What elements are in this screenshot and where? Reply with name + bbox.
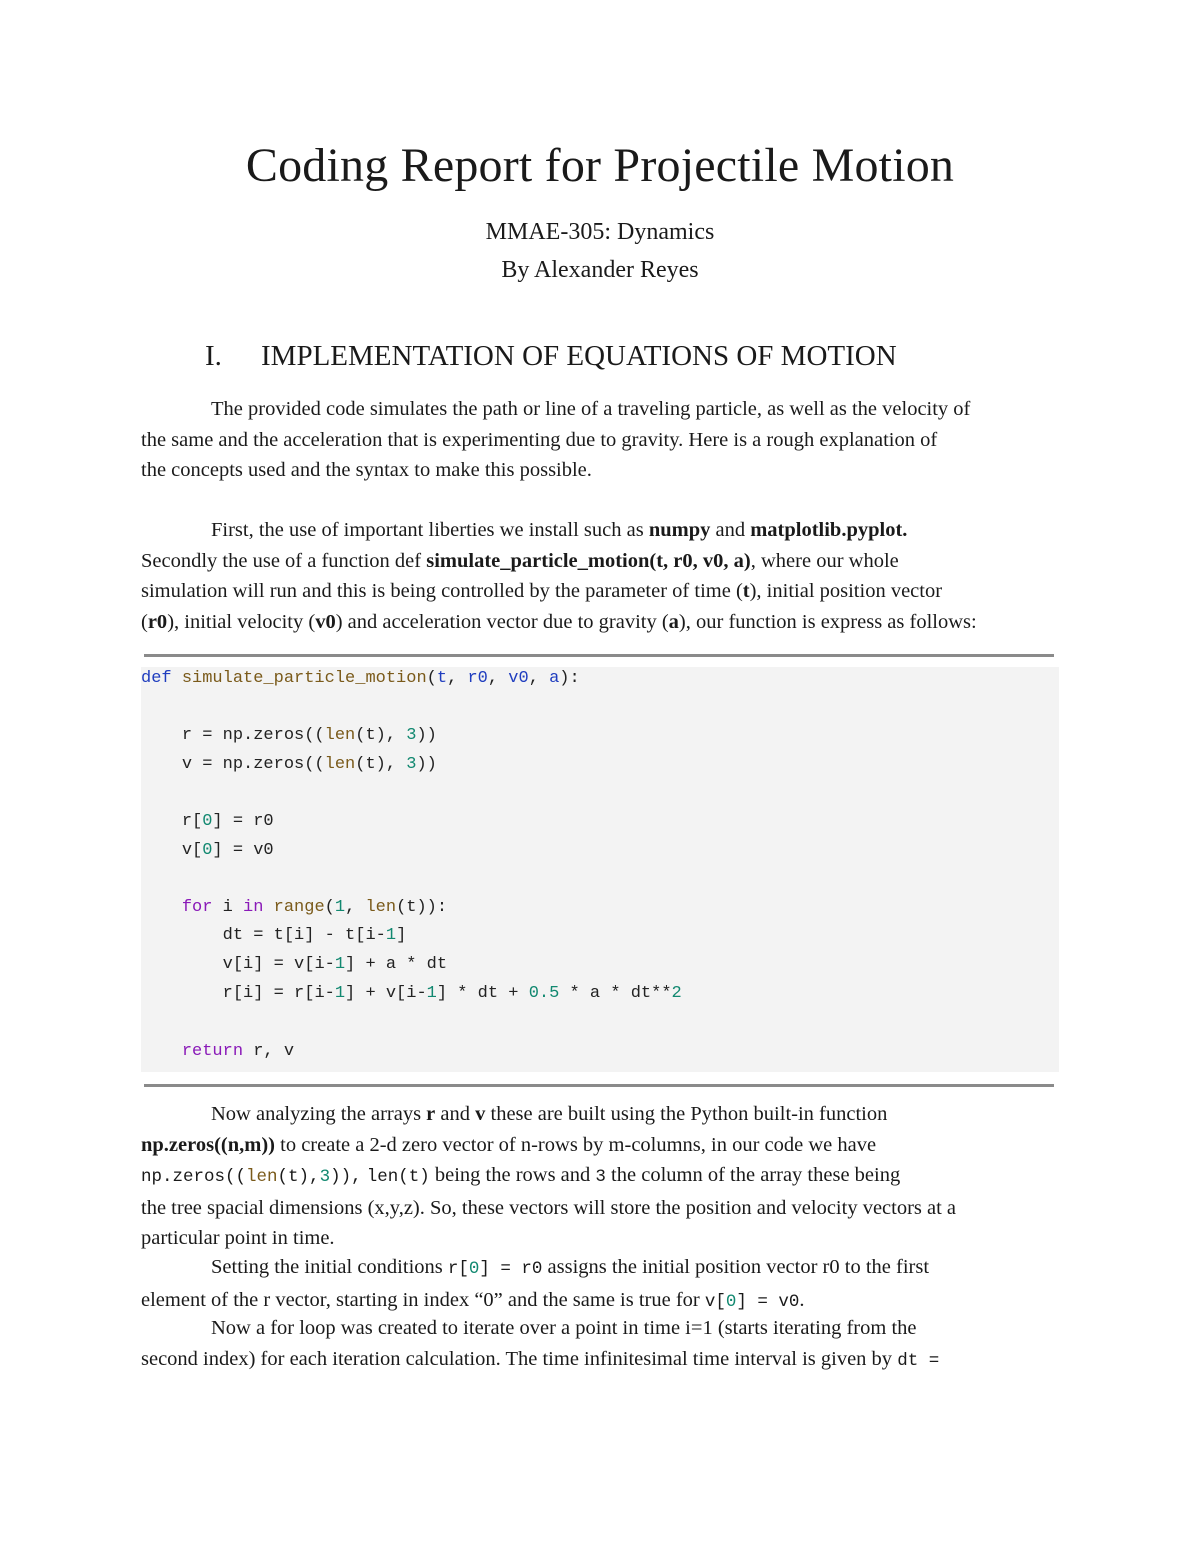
text-line: particular point in time.	[141, 1227, 335, 1249]
code-token: r[i] = r[i-	[222, 984, 335, 1003]
text-line	[141, 1099, 1061, 1130]
inline-code: dt =	[897, 1350, 940, 1371]
inline-code: len(t)	[366, 1167, 430, 1187]
text-line: The provided code simulates the path or line of a traveling particle, as well as the velocity of	[211, 398, 971, 420]
code-token: i	[212, 898, 244, 917]
inline-code: )),	[330, 1167, 362, 1187]
text-run: element of the r vector, starting in index “0” and the same is true for	[141, 1288, 705, 1311]
code-number: 1	[385, 926, 397, 945]
text-line	[141, 1160, 1061, 1193]
code-function-name: simulate_particle_motion	[181, 669, 427, 688]
author-line: By Alexander Reyes	[501, 257, 699, 283]
text-run: the column of the array these being	[605, 1164, 901, 1186]
text-run: assigns the initial position vector r0 to the first	[542, 1256, 930, 1278]
text-run: .	[799, 1288, 805, 1311]
bold-term: numpy	[648, 519, 711, 541]
code-token: dt = t[i] - t[i-	[222, 926, 386, 945]
text-run: Setting the initial conditions	[211, 1256, 448, 1278]
text-line: the tree spacial dimensions (x,y,z). So, these vectors will store the position and velocity vectors at a	[141, 1196, 957, 1219]
code-line-8	[141, 955, 447, 975]
paragraph-intro	[141, 394, 1061, 486]
code-builtin: len	[365, 898, 397, 917]
text-run: these are built using the Python built-in function	[485, 1103, 888, 1125]
code-token: (t),	[355, 726, 407, 745]
text-run: Secondly the use of a function def	[141, 549, 427, 572]
code-token: ,	[345, 898, 366, 917]
inline-code: 0	[468, 1259, 480, 1279]
paragraph-libraries	[141, 515, 1061, 637]
bold-term: simulate_particle_motion(t, r0, v0, a)	[426, 549, 751, 572]
code-number: 1	[334, 898, 346, 917]
code-token: ):	[559, 669, 580, 688]
code-token: (t)):	[396, 898, 448, 917]
course-subtitle: MMAE-305: Dynamics	[485, 219, 715, 245]
text-run: and	[435, 1103, 476, 1125]
code-param: r0	[467, 669, 488, 688]
code-line-6	[141, 898, 447, 918]
code-line-5	[141, 841, 274, 861]
text-run: ), initial position vector	[749, 580, 943, 602]
code-line-7	[141, 926, 406, 946]
code-token: ] + a * dt	[345, 955, 448, 974]
code-number: 1	[334, 984, 346, 1003]
inline-code: ] = v0	[736, 1291, 800, 1312]
document-title: Coding Report for Projectile Motion	[245, 139, 955, 192]
text-line	[141, 1252, 1061, 1285]
code-param: t	[436, 669, 448, 688]
inline-code: v[	[704, 1291, 726, 1312]
code-token: ]	[396, 926, 407, 945]
text-run: First, the use of important liberties we install such as	[211, 519, 649, 541]
paragraph-initial-conditions	[141, 1252, 1061, 1317]
code-param: v0	[508, 669, 529, 688]
code-number: 3	[406, 755, 417, 774]
inline-code: ] = r0	[479, 1259, 543, 1279]
code-line-4	[141, 812, 274, 832]
code-token: * a * dt**	[559, 984, 672, 1003]
code-token: ))	[416, 726, 437, 745]
code-param: a	[549, 669, 560, 688]
code-keyword: def	[141, 669, 172, 688]
paragraph-for-loop	[141, 1313, 1061, 1376]
text-line: the same and the acceleration that is experimenting due to gravity. Here is a rough explanation of	[141, 428, 938, 451]
code-keyword: in	[243, 898, 264, 917]
code-token: v[i] = v[i-	[222, 955, 335, 974]
code-top-rule	[144, 654, 1054, 657]
code-line-9	[141, 984, 682, 1004]
code-number: 1	[334, 955, 346, 974]
text-line	[141, 515, 1061, 546]
text-run: ) and acceleration vector due to gravity (	[335, 610, 669, 633]
code-bottom-rule	[144, 1084, 1054, 1087]
code-token: (	[324, 898, 335, 917]
code-number: 0	[202, 812, 213, 831]
code-token: (t),	[355, 755, 407, 774]
code-token: r, v	[243, 1042, 295, 1061]
code-token: ))	[416, 755, 437, 774]
bold-term: v	[475, 1103, 486, 1125]
inline-code: 0	[725, 1291, 737, 1312]
code-token: r[	[181, 812, 203, 831]
code-number: 0	[202, 841, 213, 860]
code-number: 1	[426, 984, 437, 1003]
bold-term: t	[742, 580, 750, 602]
bold-term: v0	[315, 610, 336, 633]
code-token: v[	[181, 841, 203, 860]
code-number: 2	[671, 984, 682, 1003]
inline-code: len	[246, 1167, 278, 1187]
bold-term: r	[426, 1103, 436, 1125]
bold-term: np.zeros((n,m))	[141, 1133, 275, 1156]
code-builtin: len	[324, 726, 356, 745]
section-title: IMPLEMENTATION OF EQUATIONS OF MOTION	[261, 340, 897, 372]
text-line	[141, 576, 1061, 607]
code-number: 0.5	[528, 984, 560, 1003]
code-token: ] = r0	[212, 812, 274, 831]
code-token: ] * dt +	[436, 984, 529, 1003]
code-token: ] = v0	[212, 841, 274, 860]
code-builtin: len	[324, 755, 356, 774]
text-run: ), initial velocity (	[167, 610, 316, 633]
code-keyword: return	[181, 1042, 244, 1061]
text-run: Now analyzing the arrays	[211, 1103, 427, 1125]
code-token: ] + v[i-	[345, 984, 427, 1003]
code-line-1: def simulate_particle_motion(t, r0, v0, a):	[141, 669, 580, 688]
code-keyword: for	[181, 898, 213, 917]
text-run: and	[710, 519, 751, 541]
text-line	[141, 1130, 1061, 1161]
code-number: 3	[406, 726, 417, 745]
inline-code: (t),	[277, 1167, 320, 1187]
text-line: Now a for loop was created to iterate over a point in time i=1 (starts iterating from the	[211, 1317, 917, 1339]
bold-term: a	[668, 610, 679, 633]
bold-term: matplotlib.pyplot.	[750, 519, 908, 541]
text-run: (	[141, 610, 148, 633]
code-token: v = np.zeros((	[181, 755, 325, 774]
text-line	[141, 1344, 1061, 1377]
text-run: , where our whole	[750, 549, 899, 572]
code-line-2	[141, 726, 437, 746]
code-line-10	[141, 1042, 294, 1062]
section-heading	[205, 340, 897, 373]
inline-code: np.zeros((	[141, 1167, 247, 1187]
inline-code: r[	[447, 1259, 469, 1279]
text-run: simulation will run and this is being controlled by the parameter of time (	[141, 580, 743, 602]
code-builtin: range	[273, 898, 325, 917]
text-run: ), our function is express as follows:	[678, 610, 977, 633]
text-run: being the rows and	[429, 1164, 596, 1186]
text-line: the concepts used and the syntax to make this possible.	[141, 459, 592, 481]
inline-code: 3	[319, 1167, 331, 1187]
inline-code: 3	[595, 1167, 606, 1187]
text-run: to create a 2-d zero vector of n-rows by m-columns, in our code we have	[275, 1133, 877, 1156]
text-run: second index) for each iteration calculation. The time infinitesimal time interval is given by	[141, 1347, 898, 1370]
text-line	[141, 607, 1061, 638]
text-line	[141, 546, 1061, 577]
bold-term: r0	[147, 610, 168, 633]
paragraph-arrays	[141, 1099, 1061, 1254]
code-token: (	[426, 669, 437, 688]
section-number: I.	[205, 340, 222, 372]
code-line-3	[141, 755, 437, 775]
code-token: r = np.zeros((	[181, 726, 325, 745]
